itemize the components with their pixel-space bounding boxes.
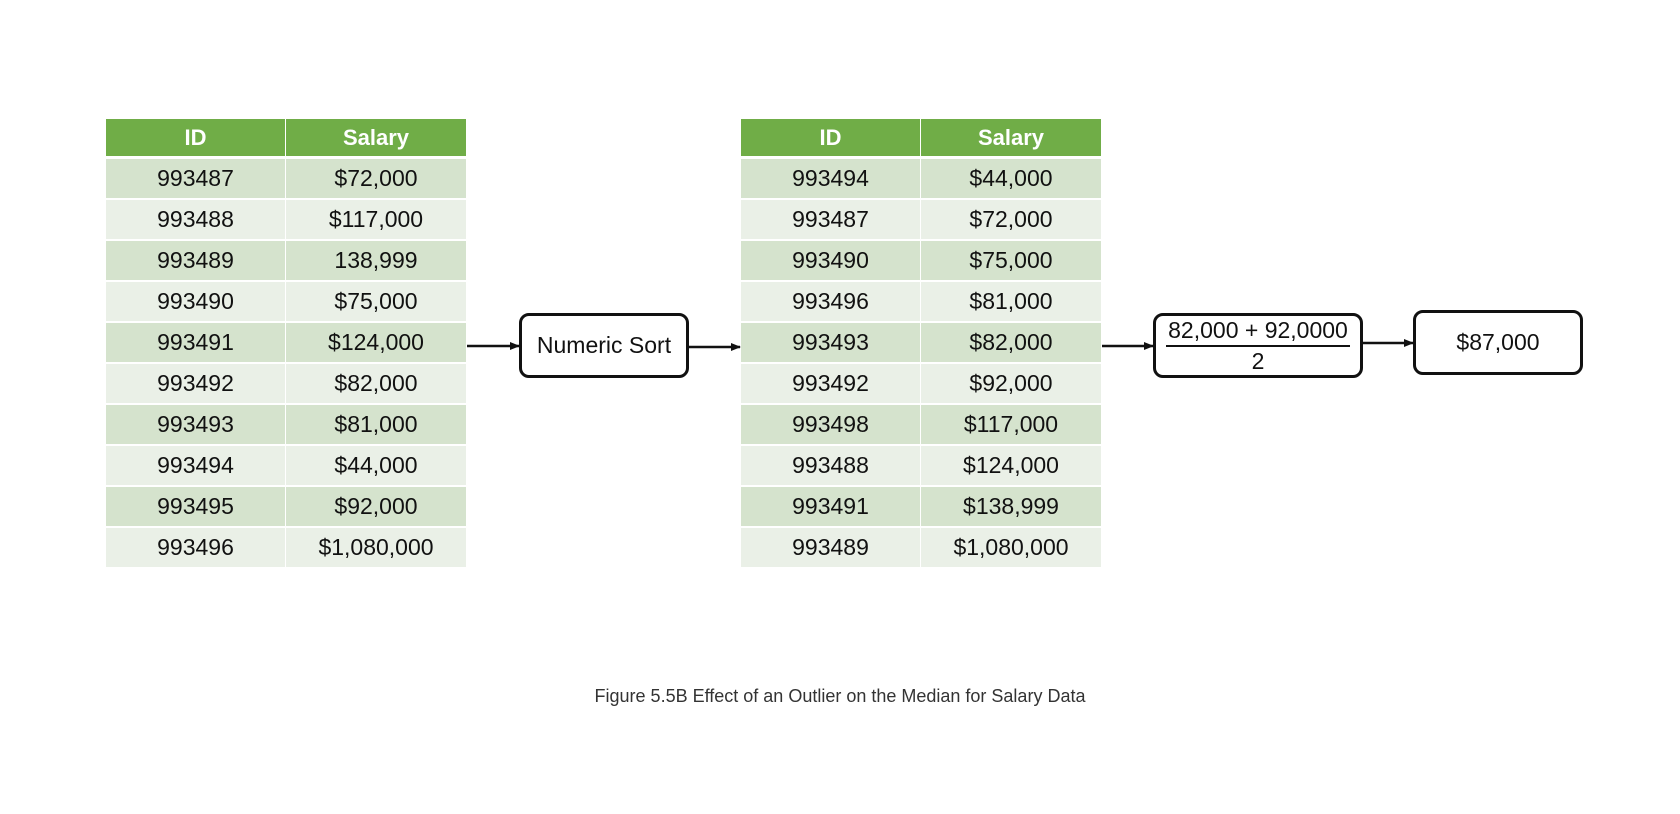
- cell-id: 993488: [741, 446, 921, 487]
- cell-id: 993490: [741, 241, 921, 282]
- cell-salary: $72,000: [286, 159, 466, 200]
- cell-id: 993493: [741, 323, 921, 364]
- formula-numerator: 82,000 + 92,0000: [1166, 317, 1350, 346]
- cell-id: 993498: [741, 405, 921, 446]
- cell-salary: $82,000: [286, 364, 466, 405]
- cell-id: 993494: [106, 446, 286, 487]
- cell-id: 993488: [106, 200, 286, 241]
- header-id: ID: [106, 119, 286, 159]
- cell-id: 993487: [741, 200, 921, 241]
- cell-salary: $117,000: [921, 405, 1101, 446]
- cell-id: 993495: [106, 487, 286, 528]
- cell-id: 993492: [106, 364, 286, 405]
- cell-id: 993491: [106, 323, 286, 364]
- cell-salary: $1,080,000: [286, 528, 466, 569]
- cell-salary: $81,000: [921, 282, 1101, 323]
- cell-salary: $138,999: [921, 487, 1101, 528]
- cell-salary: $75,000: [286, 282, 466, 323]
- figure-caption: Figure 5.5B Effect of an Outlier on the Median for Salary Data: [594, 686, 1086, 706]
- numeric-sort-label: Numeric Sort: [536, 332, 672, 358]
- cell-id: 993490: [106, 282, 286, 323]
- cell-salary: $81,000: [286, 405, 466, 446]
- cell-salary: $92,000: [286, 487, 466, 528]
- header-salary: Salary: [286, 119, 466, 159]
- cell-id: 993489: [106, 241, 286, 282]
- cell-salary: 138,999: [286, 241, 466, 282]
- cell-salary: $75,000: [921, 241, 1101, 282]
- cell-id: 993489: [741, 528, 921, 569]
- cell-id: 993491: [741, 487, 921, 528]
- cell-salary: $92,000: [921, 364, 1101, 405]
- header-id: ID: [741, 119, 921, 159]
- cell-id: 993492: [741, 364, 921, 405]
- median-result-value: $87,000: [1456, 329, 1540, 355]
- formula-denominator: 2: [1251, 347, 1265, 374]
- cell-salary: $124,000: [286, 323, 466, 364]
- cell-salary: $72,000: [921, 200, 1101, 241]
- cell-salary: $1,080,000: [921, 528, 1101, 569]
- cell-salary: $124,000: [921, 446, 1101, 487]
- cell-id: 993496: [106, 528, 286, 569]
- cell-salary: $44,000: [921, 159, 1101, 200]
- cell-salary: $82,000: [921, 323, 1101, 364]
- header-salary: Salary: [921, 119, 1101, 159]
- cell-id: 993487: [106, 159, 286, 200]
- cell-salary: $44,000: [286, 446, 466, 487]
- cell-salary: $117,000: [286, 200, 466, 241]
- cell-id: 993496: [741, 282, 921, 323]
- cell-id: 993494: [741, 159, 921, 200]
- cell-id: 993493: [106, 405, 286, 446]
